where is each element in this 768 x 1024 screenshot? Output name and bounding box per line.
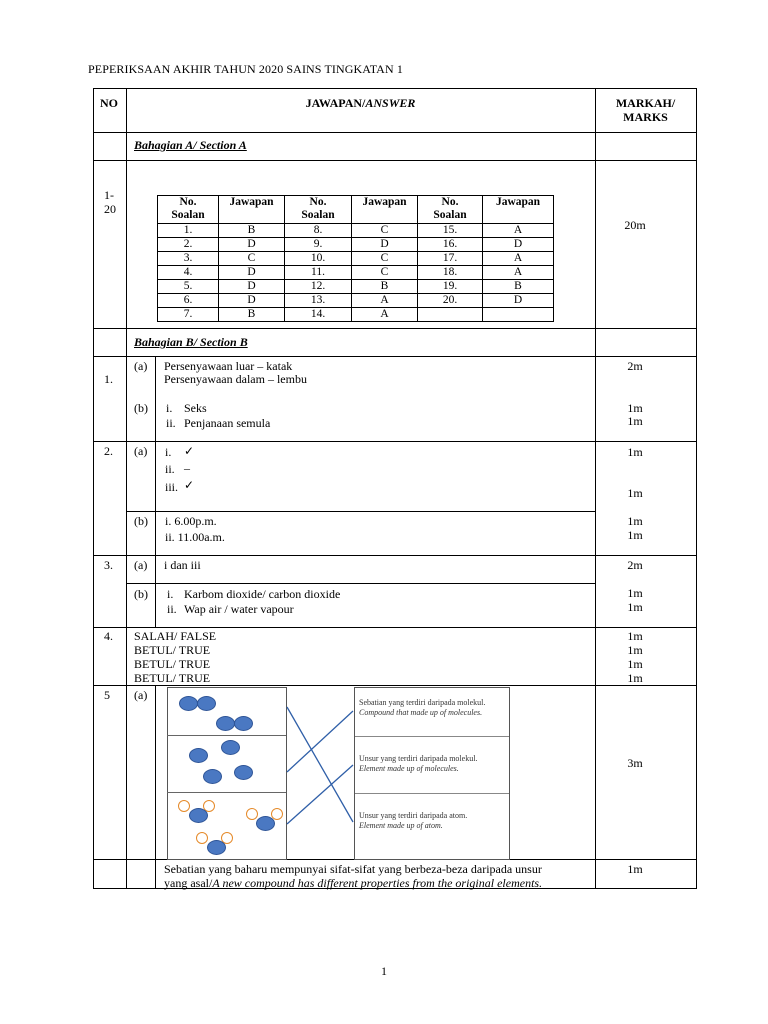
q3-b-label: (b) xyxy=(134,587,148,601)
description-1 xyxy=(359,698,485,718)
atom-ring-icon xyxy=(196,832,208,844)
header-marks-1: MARKAH/ xyxy=(615,96,676,110)
description-divider xyxy=(355,793,509,794)
section-a-number-2: 20 xyxy=(104,202,116,216)
q1-a-line2: Persenyawaan dalam – lembu xyxy=(164,372,307,386)
match-line xyxy=(287,765,353,824)
mcq-cell: B xyxy=(352,280,418,294)
q2-number: 2. xyxy=(104,444,113,458)
mcq-header-text: No. xyxy=(179,196,197,208)
q1-b-marks-1: 1m xyxy=(627,401,643,415)
description-3 xyxy=(359,811,467,831)
header-answer-italic: ANSWER xyxy=(365,96,416,110)
mcq-cell: 14. xyxy=(285,308,352,322)
mcq-header-text: No. xyxy=(441,196,459,208)
mcq-cell: D xyxy=(483,238,554,252)
mcq-cell: B xyxy=(219,308,285,322)
mcq-header-text: Soalan xyxy=(301,209,335,221)
row-divider xyxy=(93,555,696,556)
q1-b-ii: Penjanaan semula xyxy=(184,416,271,430)
table-divider-no xyxy=(126,88,127,889)
q1-b-marks-2: 1m xyxy=(627,414,643,428)
q1-number: 1. xyxy=(104,372,113,386)
mcq-cell: C xyxy=(352,224,418,238)
section-a-number-1: 1- xyxy=(104,188,114,202)
q4-line-4: BETUL/ TRUE xyxy=(134,671,211,685)
mcq-header-row xyxy=(158,196,554,224)
mcq-header-text: Soalan xyxy=(433,209,467,221)
mcq-header-text: Jawapan xyxy=(362,196,407,208)
mcq-cell: 12. xyxy=(285,280,352,294)
mcq-cell: 1. xyxy=(158,224,219,238)
header-no: NO xyxy=(100,96,118,110)
q2-a-ii: ii. xyxy=(165,462,175,476)
q3-b-ii: Wap air / water vapour xyxy=(184,602,294,616)
mcq-cell: 17. xyxy=(418,252,483,266)
mcq-cell: 19. xyxy=(418,280,483,294)
q4-number: 4. xyxy=(104,629,113,643)
matching-lines xyxy=(285,687,355,859)
q5-marks: 3m xyxy=(627,756,643,770)
description-2-en: Element made up of molecules. xyxy=(359,764,459,773)
mcq-row xyxy=(158,266,554,280)
mcq-cell: A xyxy=(483,224,554,238)
row-divider xyxy=(93,328,696,329)
mcq-cell: B xyxy=(483,280,554,294)
description-panel xyxy=(354,687,510,860)
mcq-cell: 16. xyxy=(418,238,483,252)
table-border-top xyxy=(93,88,696,89)
mcq-header-cell xyxy=(219,196,285,224)
mcq-cell xyxy=(483,308,554,322)
q3-b-i: Karbom dioxide/ carbon dioxide xyxy=(184,587,341,601)
mcq-cell: 5. xyxy=(158,280,219,294)
atom-icon xyxy=(203,769,222,784)
page-number: 1 xyxy=(381,964,387,978)
mcq-cell: C xyxy=(219,252,285,266)
description-2 xyxy=(359,754,477,774)
description-3-en: Element made up of atom. xyxy=(359,821,443,830)
mcq-cell: A xyxy=(483,252,554,266)
q4-line-3: BETUL/ TRUE xyxy=(134,657,211,671)
q4-marks-3: 1m xyxy=(627,657,643,671)
mcq-cell: D xyxy=(352,238,418,252)
q5-b-line2-ms: yang asal/ xyxy=(164,876,213,890)
mcq-cell: D xyxy=(219,294,285,308)
q1-a-label: (a) xyxy=(134,359,148,373)
part-divider xyxy=(155,685,156,888)
section-a-title: Bahagian A/ Section A xyxy=(134,138,247,152)
q4-marks-4: 1m xyxy=(627,671,643,685)
description-1-ms: Sebatian yang terdiri daripada molekul. xyxy=(359,698,486,707)
q2-b-marks-2: 1m xyxy=(627,528,643,542)
molecule-icon xyxy=(256,816,275,831)
mcq-cell: A xyxy=(352,308,418,322)
q2-b-i: i. 6.00p.m. xyxy=(165,514,217,528)
q2-a-marks-1: 1m xyxy=(627,445,643,459)
mcq-row xyxy=(158,294,554,308)
q2-a-i: i. xyxy=(165,445,172,459)
q5-number: 5 xyxy=(104,688,110,702)
q4-line-1: SALAH/ FALSE xyxy=(134,629,217,643)
q2-b-ii: ii. 11.00a.m. xyxy=(165,530,225,544)
header-answer-main: JAWAPAN/ xyxy=(305,96,366,110)
mcq-row xyxy=(158,238,554,252)
part-divider xyxy=(155,441,156,555)
row-divider xyxy=(93,132,696,133)
mcq-cell: C xyxy=(352,266,418,280)
mcq-cell: 10. xyxy=(285,252,352,266)
molecule-icon xyxy=(189,808,208,823)
table-border-right xyxy=(696,88,697,889)
mcq-cell: 4. xyxy=(158,266,219,280)
q3-a-label: (a) xyxy=(134,558,148,572)
mcq-header-cell xyxy=(158,196,219,224)
q5-b-line2 xyxy=(164,876,542,890)
q3-b-ii-num: ii. xyxy=(167,602,177,616)
atom-icon xyxy=(234,765,253,780)
q1-a-line1: Persenyawaan luar – katak xyxy=(164,359,293,373)
description-divider xyxy=(355,736,509,737)
mcq-cell: 3. xyxy=(158,252,219,266)
mcq-cell: 2. xyxy=(158,238,219,252)
mcq-row xyxy=(158,308,554,322)
q2-b-marks-1: 1m xyxy=(627,514,643,528)
atom-ring-icon xyxy=(246,808,258,820)
mcq-cell: 20. xyxy=(418,294,483,308)
section-a-marks: 20m xyxy=(624,218,646,232)
mcq-row xyxy=(158,224,554,238)
q3-b-marks-2: 1m xyxy=(627,600,643,614)
header-answer xyxy=(126,96,595,110)
q3-a-marks: 2m xyxy=(627,558,643,572)
q4-marks-2: 1m xyxy=(627,643,643,657)
header-marks-2: MARKS xyxy=(623,110,668,124)
part-divider xyxy=(155,555,156,627)
document-title: PEPERIKSAAN AKHIR TAHUN 2020 SAINS TINGKATAN 1 xyxy=(88,62,403,76)
table-border-left xyxy=(93,88,94,889)
q2-a-iii-tick: ✓ xyxy=(184,478,195,492)
q4-line-2: BETUL/ TRUE xyxy=(134,643,211,657)
q5-b-line2-en: A new compound has different properties from the original elements. xyxy=(212,876,543,890)
molecule-icon xyxy=(197,696,216,711)
description-3-ms: Unsur yang terdiri daripada atom. xyxy=(359,811,468,820)
q3-b-i-num: i. xyxy=(167,587,174,601)
atom-icon xyxy=(221,740,240,755)
mcq-cell: C xyxy=(352,252,418,266)
q2-a-ii-dash: – xyxy=(184,461,190,475)
row-divider xyxy=(93,627,696,628)
q1-b-label: (b) xyxy=(134,401,148,415)
atom-ring-icon xyxy=(178,800,190,812)
row-divider xyxy=(93,685,696,686)
q1-b-i: Seks xyxy=(184,401,207,415)
part-row-divider xyxy=(126,511,595,512)
mcq-cell: 9. xyxy=(285,238,352,252)
mcq-cell: 6. xyxy=(158,294,219,308)
description-2-ms: Unsur yang terdiri daripada molekul. xyxy=(359,754,478,763)
molecule-icon xyxy=(216,716,235,731)
mcq-cell: 11. xyxy=(285,266,352,280)
particle-divider xyxy=(167,735,286,736)
mcq-cell: 18. xyxy=(418,266,483,280)
mcq-header-cell xyxy=(418,196,483,224)
q3-a-text: i dan iii xyxy=(164,558,201,572)
mcq-cell: A xyxy=(483,266,554,280)
q1-a-marks: 2m xyxy=(627,359,643,373)
q2-a-iii: iii. xyxy=(165,480,179,494)
mcq-header-cell xyxy=(285,196,352,224)
mcq-cell: 15. xyxy=(418,224,483,238)
mcq-cell: B xyxy=(219,224,285,238)
mcq-header-text: Soalan xyxy=(171,209,205,221)
mcq-header-text: Jawapan xyxy=(229,196,274,208)
q2-a-i-tick: ✓ xyxy=(184,444,195,458)
q1-b-i-num: i. xyxy=(166,401,173,415)
section-b-title: Bahagian B/ Section B xyxy=(134,335,248,349)
molecule-icon xyxy=(234,716,253,731)
particle-divider xyxy=(167,792,286,793)
part-row-divider xyxy=(126,583,595,584)
row-divider xyxy=(93,441,696,442)
q2-a-marks-2: 1m xyxy=(627,486,643,500)
row-divider xyxy=(93,160,696,161)
mcq-row xyxy=(158,280,554,294)
mcq-cell xyxy=(418,308,483,322)
q2-a-label: (a) xyxy=(134,444,148,458)
match-line xyxy=(287,711,353,772)
q1-b-ii-num: ii. xyxy=(166,416,176,430)
mcq-cell: D xyxy=(219,266,285,280)
atom-icon xyxy=(189,748,208,763)
mcq-header-text: Jawapan xyxy=(495,196,541,208)
q3-number: 3. xyxy=(104,558,113,572)
part-divider xyxy=(155,356,156,441)
q3-b-marks-1: 1m xyxy=(627,586,643,600)
mcq-header-text: No. xyxy=(309,196,327,208)
mcq-cell: D xyxy=(219,280,285,294)
mcq-cell: 7. xyxy=(158,308,219,322)
description-1-en: Compound that made up of molecules. xyxy=(359,708,483,717)
row-divider xyxy=(93,356,696,357)
q4-marks-1: 1m xyxy=(627,629,643,643)
molecule-icon xyxy=(207,840,226,855)
mcq-header-cell xyxy=(483,196,554,224)
q5-a-label: (a) xyxy=(134,688,148,702)
match-line xyxy=(287,707,353,822)
q5-b-line1: Sebatian yang baharu mempunyai sifat-sifat yang berbeza-beza daripada unsur xyxy=(164,862,542,876)
mcq-row xyxy=(158,252,554,266)
mcq-header-cell xyxy=(352,196,418,224)
molecule-icon xyxy=(179,696,198,711)
q5-b-marks: 1m xyxy=(627,862,643,876)
q2-b-label: (b) xyxy=(134,514,148,528)
mcq-cell: 8. xyxy=(285,224,352,238)
mcq-answer-table xyxy=(157,195,554,322)
mcq-cell: D xyxy=(219,238,285,252)
mcq-cell: A xyxy=(352,294,418,308)
mcq-cell: D xyxy=(483,294,554,308)
mcq-cell: 13. xyxy=(285,294,352,308)
